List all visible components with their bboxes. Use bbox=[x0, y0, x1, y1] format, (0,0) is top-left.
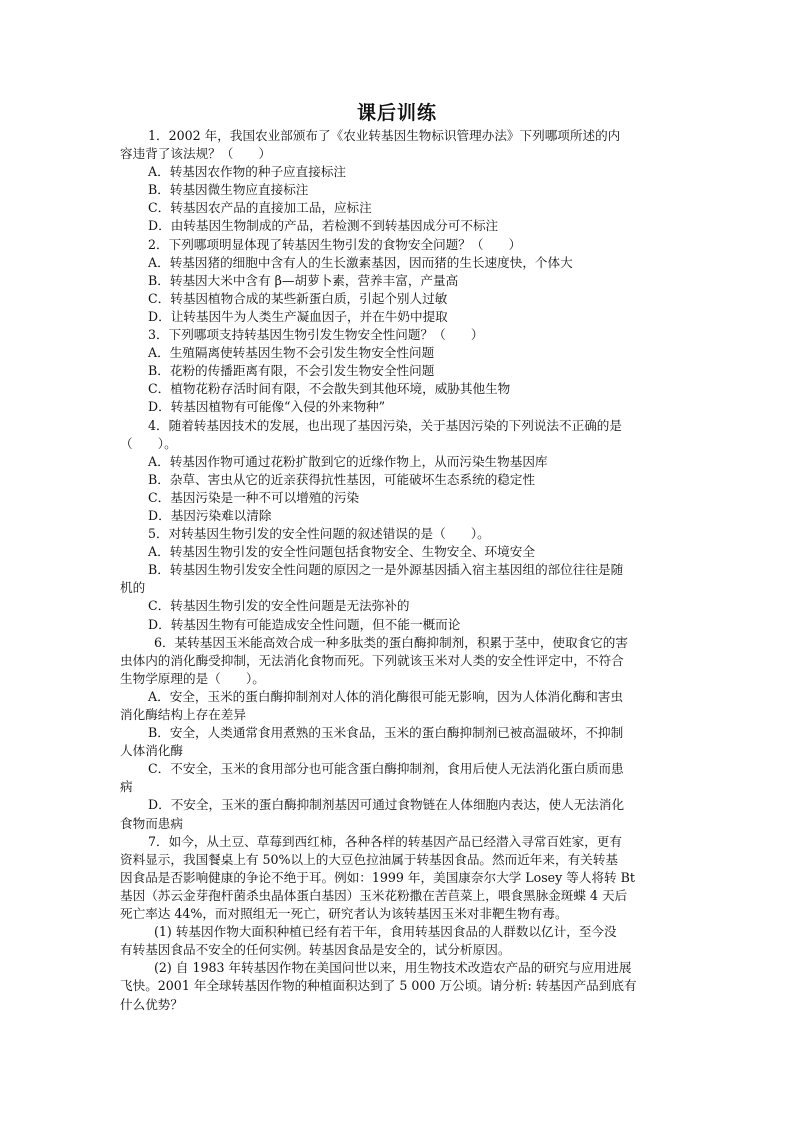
text-line: 消化酶结构上存在差异 bbox=[120, 707, 246, 722]
text-line: D．让转基因牛为人类生产凝血因子，并在牛奶中提取 bbox=[148, 308, 448, 324]
text-line: A．转基因农作物的种子应直接标注 bbox=[148, 164, 347, 180]
page-title: 课后训练 bbox=[356, 102, 437, 124]
text-line: 5．对转基因生物引发的安全性问题的叙述错误的是（ ）。 bbox=[148, 526, 490, 542]
text-line: 因食品是否影响健康的争论不绝于耳。例如：1999 年，美国康奈尔大学 Losey 等人将转 Bt bbox=[120, 869, 635, 885]
text-line: B．转基因大米中含有 β—胡萝卜素，营养丰富，产量高 bbox=[148, 272, 459, 288]
text-line: 资料显示，我国餐桌上有 50%以上的大豆色拉油属于转基因食品。然而近年来，有关转基 bbox=[120, 851, 618, 867]
text-line: （ ）。 bbox=[120, 435, 177, 451]
text-line: B．转基因生物引发安全性问题的原因之一是外源基因插入宿主基因组的部位往往是随 bbox=[148, 562, 624, 578]
text-line: 有转基因食品不安全的任何实例。转基因食品是安全的，试分析原因。 bbox=[120, 942, 511, 958]
text-line: 基因（苏云金芽孢杆菌杀虫晶体蛋白基因）玉米花粉撒在苦苣菜上，喂食黑脉金斑蝶 4 天后 bbox=[120, 887, 628, 903]
text-line: C．植物花粉存活时间有限，不会散失到其他环境，威胁其他生物 bbox=[148, 381, 511, 397]
text-line: 7．如今，从土豆、草莓到西红柿，各种各样的转基因产品已经潜入寻常百姓家，更有 bbox=[148, 833, 622, 849]
text-line: 生物学原理的是（ ）。 bbox=[120, 670, 265, 686]
text-line: 飞快。2001 年全球转基因作物的种植面积达到了 5 000 万公顷。请分析: 转基因产品到底有 bbox=[120, 978, 637, 994]
text-line: B．花粉的传播距离有限，不会引发生物安全性问题 bbox=[148, 363, 435, 379]
text-line: 机的 bbox=[120, 580, 146, 596]
text-line: C．基因污染是一种不可以增殖的污染 bbox=[148, 489, 360, 505]
text-line: (1) 转基因作物大面积种植已经有若干年，食用转基因食品的人群数以亿计，至今没 bbox=[154, 924, 617, 940]
text-line: A．转基因猪的细胞中含有人的生长激素基因，因而猪的生长速度快，个体大 bbox=[148, 254, 573, 270]
text-line: B．安全，人类通常食用煮熟的玉米食品，玉米的蛋白酶抑制剂已被高温破坏，不抑制 bbox=[148, 725, 624, 741]
text-line: D．不安全，玉米的蛋白酶抑制剂基因可通过食物链在人体细胞内表达，使人无法消化 bbox=[148, 797, 625, 813]
text-line: 3．下列哪项支持转基因生物引发生物安全性问题？（ ） bbox=[148, 327, 484, 343]
text-line: A．转基因生物引发的安全性问题包括食物安全、生物安全、环境安全 bbox=[148, 544, 535, 560]
text-line: 虫体内的消化酶受抑制，无法消化食物而死。下列就该玉米对人类的安全性评定中，不符合 bbox=[120, 652, 624, 668]
text-line: C．转基因农产品的直接加工品，应标注 bbox=[148, 200, 372, 216]
text-line: A．安全，玉米的蛋白酶抑制剂对人体的消化酶很可能无影响，因为人体消化酶和害虫 bbox=[148, 688, 624, 704]
text-line: 6．某转基因玉米能高效合成一种多肽类的蛋白酶抑制剂，积累于茎中，使取食它的害 bbox=[154, 634, 628, 650]
text-line: 容违背了该法规？（ ） bbox=[120, 146, 272, 162]
text-line: (2) 自 1983 年转基因作物在美国问世以来，用生物技术改造农产品的研究与应用进展 bbox=[154, 960, 632, 976]
text-line: C．不安全，玉米的食用部分也可能含蛋白酶抑制剂，食用后使人无法消化蛋白质而患 bbox=[148, 761, 624, 777]
text-line: A．转基因作物可通过花粉扩散到它的近缘作物上，从而污染生物基因库 bbox=[148, 453, 548, 469]
text-line: D．基因污染难以清除 bbox=[148, 507, 272, 523]
text-line: 死亡率达 44%，而对照组无一死亡，研究者认为该转基因玉米对非靶生物有毒。 bbox=[120, 906, 568, 922]
text-line: D．转基因生物有可能造成安全性问题，但不能一概而论 bbox=[148, 616, 461, 632]
text-line: C．转基因植物合成的某些新蛋白质，引起个别人过敏 bbox=[148, 290, 448, 306]
text-line: B．转基因微生物应直接标注 bbox=[148, 182, 309, 198]
text-line: B．杂草、害虫从它的近亲获得抗性基因，可能破坏生态系统的稳定性 bbox=[148, 471, 536, 487]
exercise-body bbox=[120, 127, 676, 1014]
text-line: 什么优势？ bbox=[120, 996, 183, 1012]
text-line: 病 bbox=[120, 779, 133, 795]
text-line: A．生殖隔离使转基因生物不会引发生物安全性问题 bbox=[148, 345, 435, 361]
text-line: C．转基因生物引发的安全性问题是无法弥补的 bbox=[148, 598, 410, 614]
text-line: 4．随着转基因技术的发展，也出现了基因污染，关于基因污染的下列说法不正确的是 bbox=[148, 417, 622, 433]
text-line: D．由转基因生物制成的产品，若检测不到转基因成分可不标注 bbox=[148, 218, 499, 234]
text-line: 2．下列哪项明显体现了转基因生物引发的食物安全问题？（ ） bbox=[148, 236, 522, 252]
text-line: 人体消化酶 bbox=[120, 743, 183, 759]
text-line: 食物而患病 bbox=[120, 815, 183, 831]
text-line: D．转基因植物有可能像“入侵的外来物种” bbox=[148, 399, 386, 415]
text-line: 1．2002 年，我国农业部颁布了《农业转基因生物标识管理办法》下列哪项所述的内 bbox=[148, 128, 621, 143]
